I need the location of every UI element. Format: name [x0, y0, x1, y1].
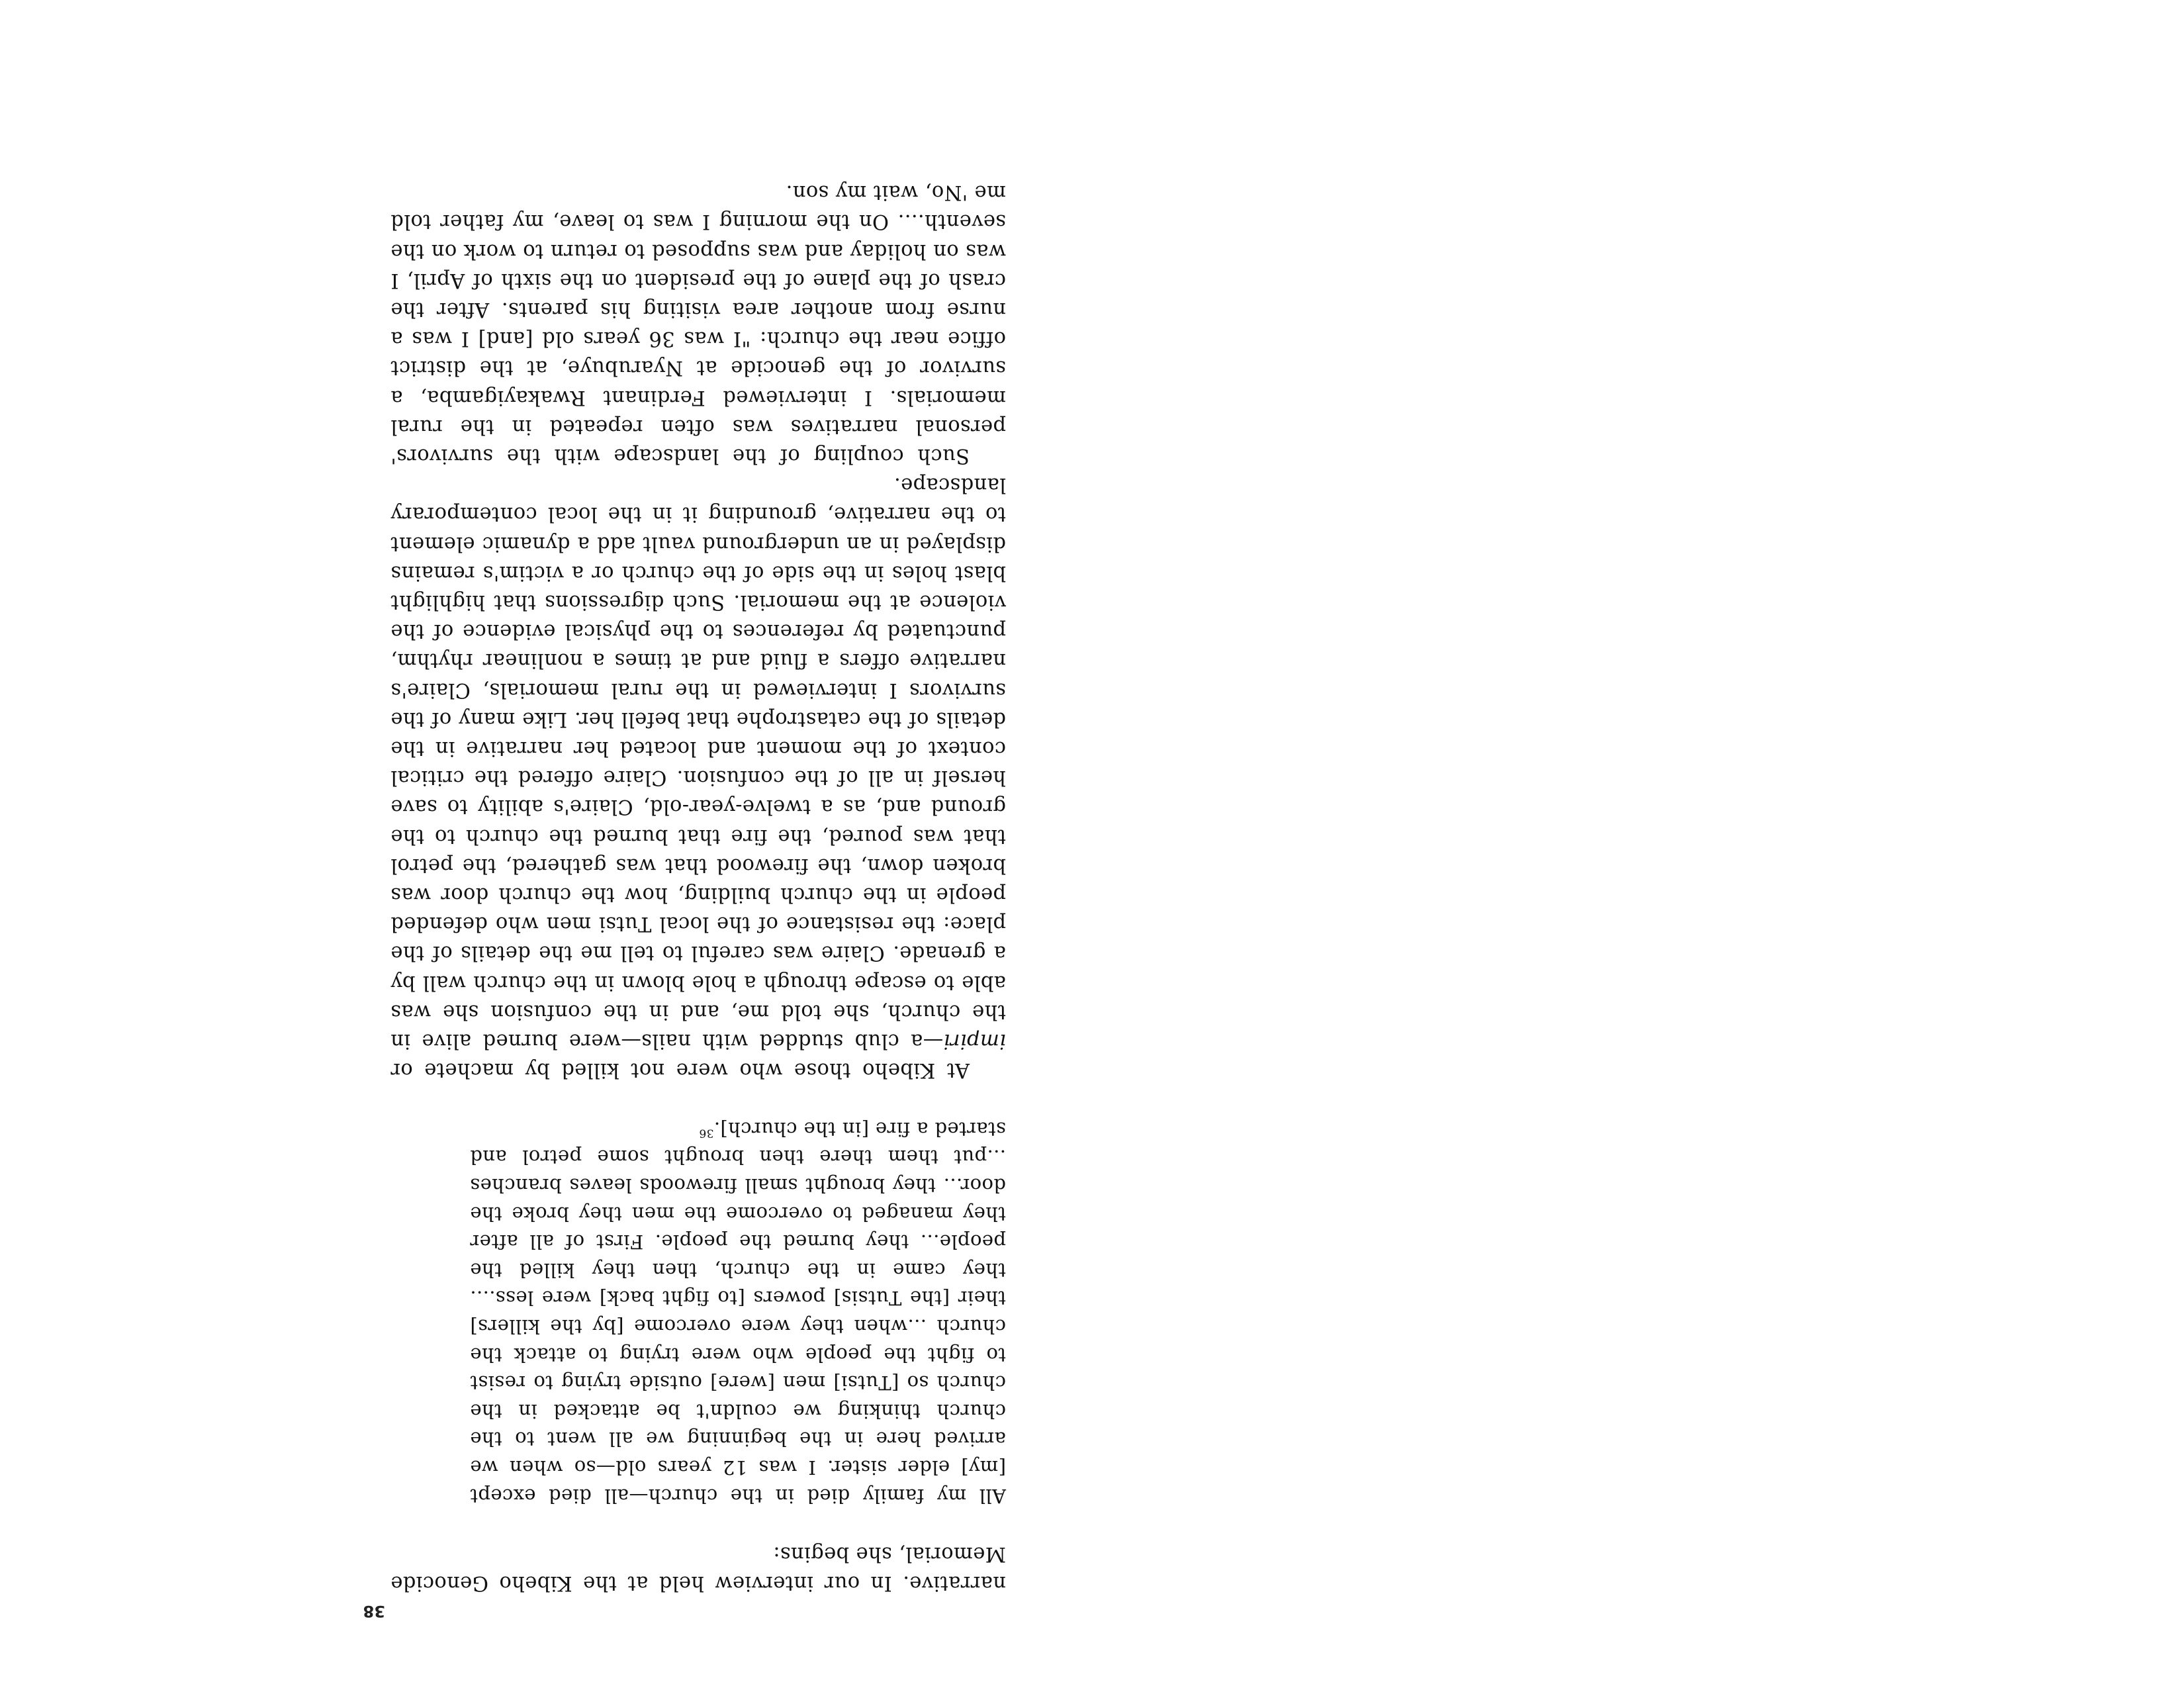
block-quote	[390, 1115, 1006, 1509]
body-text	[390, 177, 1006, 1597]
paragraph-kibeho-start: At Kibeho those who were not killed by machete or	[390, 1058, 970, 1082]
italic-term: impiri	[943, 1029, 1006, 1053]
paragraph-intro: narrative. In our interview held at the Kibeho Genocide Memorial, she begins:	[390, 1542, 1006, 1595]
footnote-reference: 36	[699, 1126, 714, 1140]
paragraph-nyarubuye: Such coupling of the landscape with the survivors' personal narratives was often repeated in the rural memorials. I interviewed Ferdinant Rwakayigamba, a survivor of the genocide at Nyarubuye, at the district office near the church: "I was 36 years old [and] I was a nurse from another area visiting his parents. After the crash of the plane of the president on the sixth of April, I was on holiday and was supposed to return to work on the seventh.... On the morning I was to leave, my father told me 'No, wait my son.	[390, 181, 1006, 468]
paragraph-kibeho	[390, 470, 1006, 1084]
paragraph-kibeho-rest: —a club studded with nails—were burned alive in the church, she told me, and in the confusion she was able to escape through a hole blown in the church wall by a grenade. Claire was careful to tell me the details of the place: the resistance of the local Tutsi men who defended people in the church building, how the church door was broken down, the firewood that was gathered, the petrol that was poured, the fire that burned the church to the ground and, as a twelve-year-old, Claire's ability to save herself in all of the confusion. Claire offered the critical context of the moment and located her narrative in the details of the catastrophe that befell her. Like many of the survivors I interviewed in the rural memorials, Claire's narrative offers a fluid and at times a nonlinear rhythm, punctuated by references to the physical evidence of the violence at the memorial. Such digressions that highlight blast holes in the side of the church or a victim's remains displayed in an underground vault add a dynamic element to the narrative, grounding it in the local contemporary landscape.	[390, 473, 1006, 1053]
page-number: 38	[363, 1602, 385, 1620]
quote-text: All my family died in the church—all died except [my] elder sister. I was 12 years old—so when we arrived here in the beginning we all went to the church thinking we couldn't be attacked in the church so [Tutsi] men [were] outside trying to resist to fight the people who were trying to attack the church ...when they were overcome [by the killers] their [the Tutsis] powers [to fight back] were less.... they came in the church, then they killed the people... they burned the people. First of all after they managed to overcome the men they broke the door... they brought small firewoods leaves branches ...put them there then brought some petrol and started a fire [in the church].	[470, 1117, 1006, 1507]
